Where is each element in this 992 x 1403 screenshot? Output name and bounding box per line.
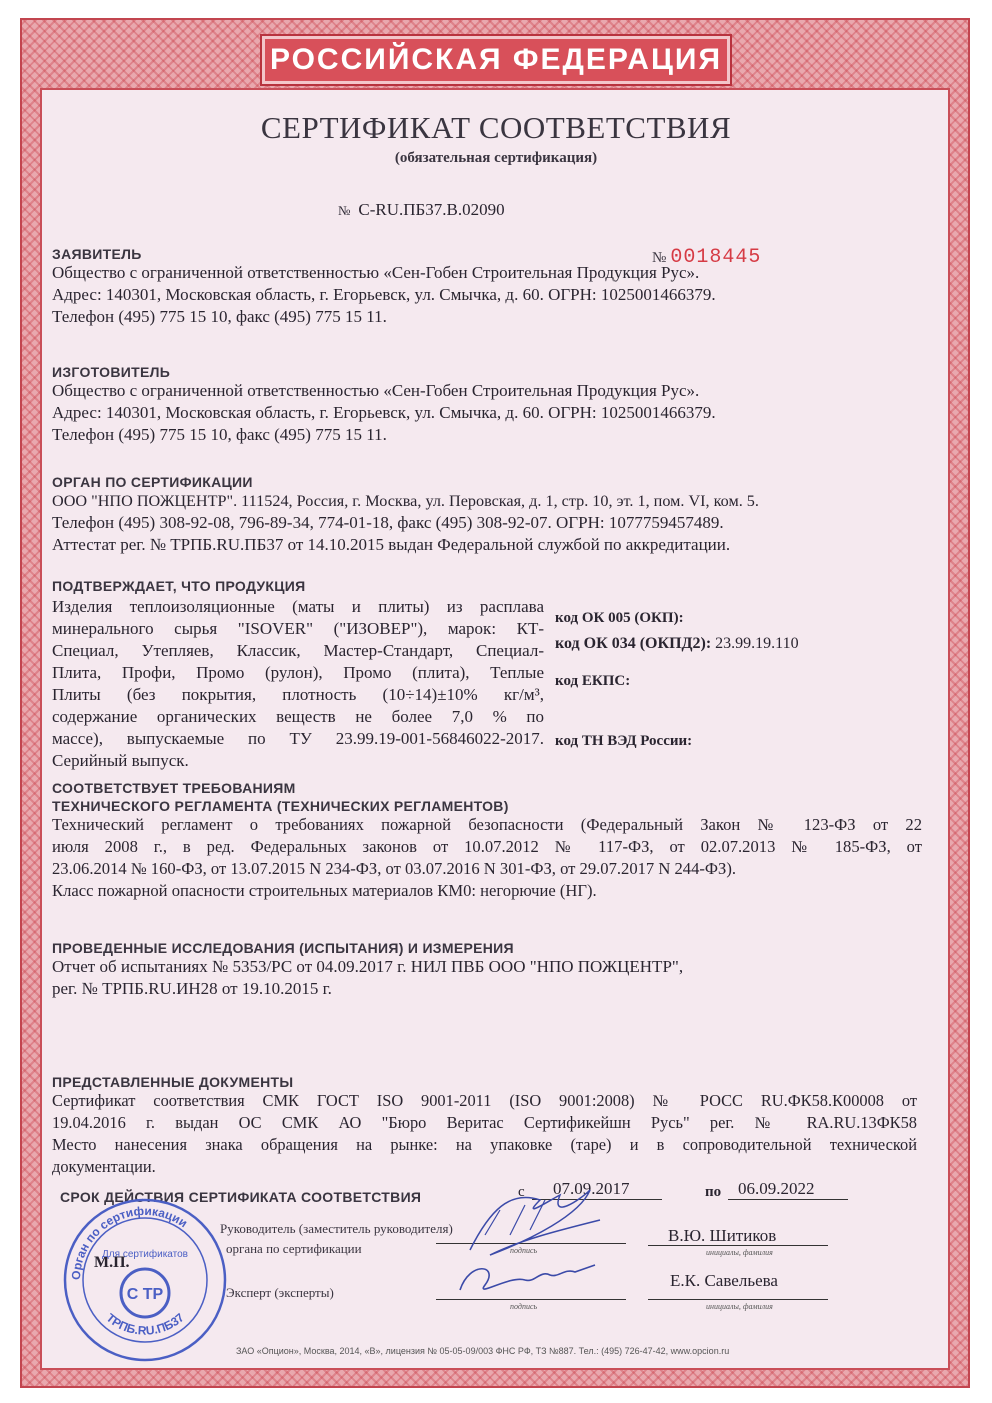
tests-line: Отчет об испытаниях № 5353/РС от 04.09.2017 г. НИЛ ПВБ ООО "НПО ПОЖЦЕНТР", (52, 957, 684, 976)
validity-to-prefix: по (705, 1184, 722, 1200)
applicant-line: Телефон (495) 775 15 10, факс (495) 775 15 11. (52, 307, 387, 326)
requirements-header: СООТВЕТСТВУЕТ ТРЕБОВАНИЯМ (52, 780, 296, 796)
expert-name: Е.К. Савельева (670, 1271, 778, 1290)
product-line: Изделия теплоизоляционные (маты и плиты) из расплава (52, 597, 544, 616)
applicant-line: Адрес: 140301, Московская область, г. Егорьевск, ул. Смычка, д. 60. ОГРН: 1025001466379. (52, 285, 716, 304)
okpd2-code (555, 635, 799, 653)
stamp-top-text: Орган по сертификации (68, 1203, 190, 1281)
stamp-bottom-text: ТРПБ.RU.ПБ37 (103, 1310, 187, 1338)
head-label: Руководитель (заместитель руководителя) (220, 1221, 453, 1236)
product-line: Плита, Профи, Промо (рулон), Промо (плита), Теплые (52, 663, 544, 682)
product-line: содержание органических веществ не более 7,0 % по (52, 707, 544, 726)
validity-to-underline (728, 1199, 848, 1200)
cert-body-line: Аттестат рег. № ТРПБ.RU.ПБ37 от 14.10.2015 выдан Федеральной службой по аккредитации. (52, 535, 731, 554)
requirements-line: июля 2008 г., в ред. Федеральных законов от 10.07.2012 № 117-ФЗ, от 02.07.2013 № 185-ФЗ, от (52, 837, 922, 856)
head-label-2: органа по сертификации (226, 1241, 362, 1256)
tests-line: рег. № ТРПБ.RU.ИН28 от 19.10.2015 г. (52, 979, 332, 998)
validity-header: СРОК ДЕЙСТВИЯ СЕРТИФИКАТА СООТВЕТСТВИЯ (60, 1189, 422, 1205)
blank-number-sign: № (652, 250, 667, 266)
requirements-line: Класс пожарной опасности строительных материалов КМ0: негорючие (НГ). (52, 881, 597, 900)
documents-line: документации. (52, 1157, 156, 1176)
handwritten-signatures (430, 1180, 630, 1310)
requirements-line: Технический регламент о требованиях пожарной безопасности (Федеральный Закон № 123-ФЗ от 22 (52, 815, 922, 834)
documents-line: Сертификат соответствия СМК ГОСТ ISO 9001-2011 (ISO 9001:2008) № РОСС RU.ФК58.К00008 от (52, 1091, 917, 1110)
manufacturer-line: Общество с ограниченной ответственностью «Сен-Гобен Строительная Продукция Рус». (52, 381, 700, 400)
okp-code-label: код ОК 005 (ОКП): (555, 610, 684, 626)
svg-text:ТРПБ.RU.ПБ37 (104, 1310, 188, 1338)
head-name-line (648, 1245, 828, 1246)
documents-line: 19.04.2016 г. выдан ОС СМК АО "Бюро Веритас Сертификейшн Русь" рег. № RA.RU.13ФК58 (52, 1113, 917, 1132)
validity-to-date: 06.09.2022 (738, 1179, 815, 1198)
cert-body-header: ОРГАН ПО СЕРТИФИКАЦИИ (52, 474, 253, 490)
product-line: минерального сырья "ISOVER" ("ИЗОВЕР"), марок: КТ- (52, 619, 544, 638)
validity-from-date: 07.09.2017 (553, 1179, 630, 1198)
expert-label: Эксперт (эксперты) (226, 1285, 334, 1300)
document-title: СЕРТИФИКАТ СООТВЕТСТВИЯ (260, 110, 732, 145)
svg-text:Орган по сертификации (69, 1204, 190, 1281)
head-name: В.Ю. Шитиков (668, 1226, 777, 1245)
regulations-header: ТЕХНИЧЕСКОГО РЕГЛАМЕНТА (ТЕХНИЧЕСКИХ РЕГЛАМЕНТОВ) (52, 798, 509, 814)
country-banner: РОССИЙСКАЯ ФЕДЕРАЦИЯ (262, 36, 730, 84)
applicant-line: Общество с ограниченной ответственностью «Сен-Гобен Строительная Продукция Рус». (52, 263, 700, 282)
blank-number (652, 246, 761, 269)
manufacturer-line: Телефон (495) 775 15 10, факс (495) 775 15 11. (52, 425, 387, 444)
manufacturer-section (52, 364, 716, 446)
blank-number-value: 0018445 (670, 246, 762, 269)
requirements-line: 23.06.2014 № 160-ФЗ, от 13.07.2015 N 234-ФЗ, от 03.07.2016 N 301-ФЗ, от 29.07.2017 N 244-ФЗ). (52, 859, 737, 878)
product-header-wrap (52, 578, 306, 594)
documents-section (52, 1074, 917, 1178)
stamp-center-text: Для сертификатов (102, 1249, 188, 1260)
head-signature-caption: подпись (510, 1246, 538, 1255)
tests-section (52, 940, 683, 1000)
documents-line: Место нанесения знака обращения на рынке: на упаковке (таре) и в сопроводительной технической (52, 1135, 917, 1154)
manufacturer-header: ИЗГОТОВИТЕЛЬ (52, 364, 171, 380)
number-sign: № (338, 203, 351, 218)
cert-body-section (52, 474, 759, 556)
requirements-section (52, 780, 922, 902)
ekps-code-label: код ЕКПС: (555, 673, 631, 689)
applicant-section (52, 246, 716, 328)
product-line: Плиты (без покрытия, плотность (10÷14)±10% кг/м³, (52, 685, 544, 704)
certificate-number (338, 200, 505, 220)
applicant-header: ЗАЯВИТЕЛЬ (52, 246, 142, 262)
tests-header: ПРОВЕДЕННЫЕ ИССЛЕДОВАНИЯ (ИСПЫТАНИЯ) И ИЗМЕРЕНИЯ (52, 940, 514, 956)
validity-from-prefix: с (518, 1184, 525, 1200)
printer-imprint: ЗАО «Опцион», Москва, 2014, «В», лицензия № 05-05-09/003 ФНС РФ, ТЗ №887. Тел.: (495) 726-47-42, www.opcion.ru (236, 1346, 730, 1356)
seal-place-label: М.П. (94, 1254, 130, 1271)
tnved-code-label: код ТН ВЭД России: (555, 733, 693, 749)
product-line: Серийный выпуск. (52, 751, 189, 770)
product-line: массе), выпускаемые по ТУ 23.99.19-001-56846022-2017. (52, 729, 544, 748)
cert-body-line: ООО "НПО ПОЖЦЕНТР". 111524, Россия, г. Москва, ул. Перовская, д. 1, стр. 10, эт. 1, пом. VI, ком. 5. (52, 492, 759, 510)
documents-header: ПРЕДСТАВЛЕННЫЕ ДОКУМЕНТЫ (52, 1074, 294, 1090)
product-description (52, 596, 544, 772)
product-header: ПОДТВЕРЖДАЕТ, ЧТО ПРОДУКЦИЯ (52, 578, 306, 594)
head-name-caption: инициалы, фамилия (706, 1248, 773, 1257)
stamp-center-mark: С ТР (126, 1286, 164, 1303)
certificate-number-value: C-RU.ПБ37.В.02090 (358, 200, 505, 219)
expert-signature-caption: подпись (510, 1302, 538, 1311)
manufacturer-line: Адрес: 140301, Московская область, г. Егорьевск, ул. Смычка, д. 60. ОГРН: 1025001466379. (52, 403, 716, 422)
expert-name-line (648, 1299, 828, 1300)
document-subtitle: (обязательная сертификация) (394, 150, 598, 166)
official-stamp (60, 1195, 230, 1365)
product-line: Специал, Утепляев, Классик, Мастер-Стандарт, Специал- (52, 641, 544, 660)
okpd2-code-value: 23.99.19.110 (715, 635, 799, 652)
expert-name-caption: инициалы, фамилия (706, 1302, 773, 1311)
cert-body-line: Телефон (495) 308-92-08, 796-89-34, 774-01-18, факс (495) 308-92-07. ОГРН: 1077759457489. (52, 513, 724, 532)
okpd2-code-label: код ОК 034 (ОКПД2): (555, 635, 712, 652)
